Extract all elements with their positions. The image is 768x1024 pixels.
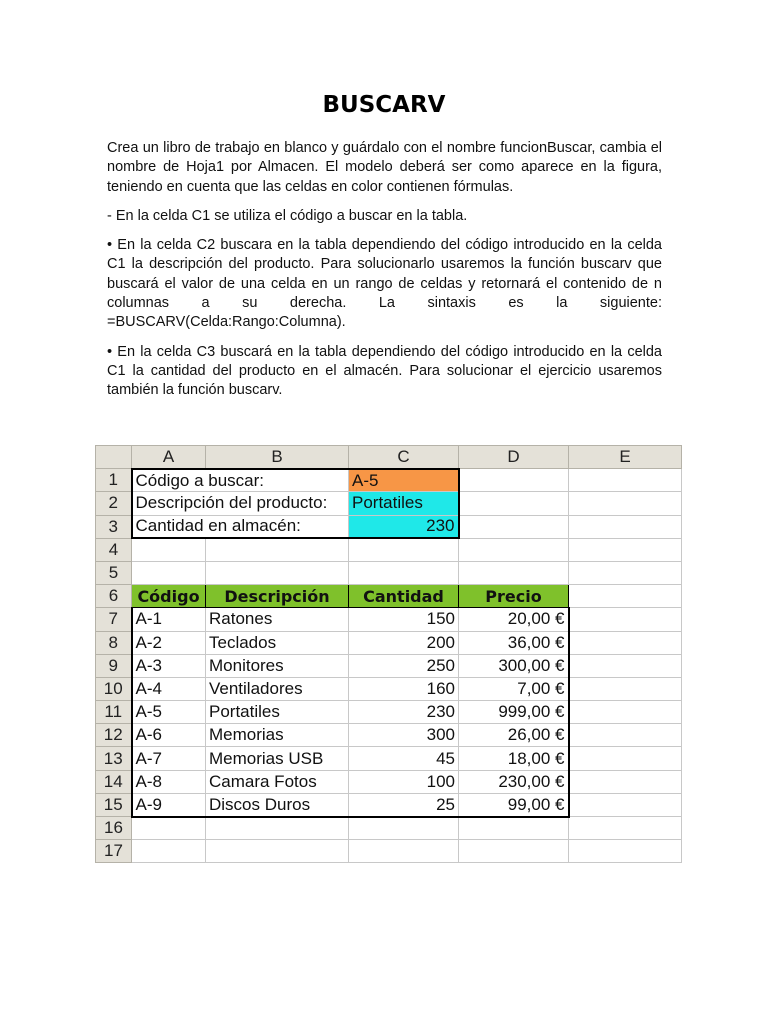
row-header: 16 (96, 817, 132, 840)
column-header-b: B (206, 446, 349, 469)
cell-code: A-9 (132, 793, 206, 816)
code-value-cell: A-5 (349, 469, 459, 492)
table-row (96, 608, 682, 631)
row-header: 2 (96, 492, 132, 515)
table-header-price: Precio (459, 585, 569, 608)
empty-cell (349, 538, 459, 561)
empty-cell (459, 840, 569, 863)
empty-cell (132, 538, 206, 561)
description-label-cell: Descripción del producto: (132, 492, 349, 515)
cell-price: 26,00 € (459, 724, 569, 747)
empty-cell (569, 840, 682, 863)
empty-cell (349, 817, 459, 840)
cell-quantity: 160 (349, 677, 459, 700)
code-label-cell: Código a buscar: (132, 469, 349, 492)
empty-cell (569, 747, 682, 770)
cell-quantity: 230 (349, 701, 459, 724)
row-header: 12 (96, 724, 132, 747)
sheet-row-3 (96, 515, 682, 538)
cell-price: 999,00 € (459, 701, 569, 724)
empty-cell (569, 677, 682, 700)
row-header: 13 (96, 747, 132, 770)
empty-cell (569, 538, 682, 561)
empty-cell (569, 631, 682, 654)
description-value-cell: Portatiles (349, 492, 459, 515)
instructions-text (107, 139, 662, 411)
cell-code: A-2 (132, 631, 206, 654)
table-header-code: Código (132, 585, 206, 608)
cell-code: A-7 (132, 747, 206, 770)
cell-quantity: 25 (349, 793, 459, 816)
empty-cell (569, 724, 682, 747)
empty-cell (459, 515, 569, 538)
cell-description: Monitores (206, 654, 349, 677)
paragraph-c2: • En la celda C2 buscara en la tabla dependiendo del código introducido en la celda C1 la descripción del producto. Para solucionarlo usaremos la función buscarv que buscará el valor de una celda en un rango de celdas y retornará el contenido de n columnas a su derecha. La sintaxis es la siguiente: =BUSCARV(Celda:Rango:Columna). (107, 237, 662, 331)
sheet-row-16 (96, 817, 682, 840)
cell-price: 7,00 € (459, 677, 569, 700)
quantity-value-cell: 230 (349, 515, 459, 538)
table-row (96, 677, 682, 700)
empty-cell (206, 561, 349, 584)
row-header: 4 (96, 538, 132, 561)
column-header-c: C (349, 446, 459, 469)
paragraph-c3: • En la celda C3 buscará en la tabla dependiendo del código introducido en la celda C1 la cantidad del producto en el almacén. Para solucionar el ejercicio usaremos también la función buscarv. (107, 343, 662, 399)
empty-cell (459, 538, 569, 561)
row-header: 10 (96, 677, 132, 700)
paragraph-intro: Crea un libro de trabajo en blanco y guárdalo con el nombre funcionBuscar, cambia el nombre de Hoja1 por Almacen. El modelo deberá ser como aparece en la figura, teniendo en cuenta que las celdas en color contienen fórmulas. (107, 140, 662, 195)
cell-description: Portatiles (206, 701, 349, 724)
cell-code: A-5 (132, 701, 206, 724)
cell-quantity: 300 (349, 724, 459, 747)
empty-cell (206, 840, 349, 863)
row-header: 14 (96, 770, 132, 793)
paragraph-c1: - En la celda C1 se utiliza el código a buscar en la tabla. (107, 207, 468, 224)
spreadsheet-figure (95, 445, 682, 863)
cell-code: A-1 (132, 608, 206, 631)
cell-code: A-3 (132, 654, 206, 677)
table-row (96, 770, 682, 793)
empty-cell (349, 561, 459, 584)
empty-cell (569, 701, 682, 724)
cell-price: 36,00 € (459, 631, 569, 654)
empty-cell (459, 561, 569, 584)
empty-cell (569, 608, 682, 631)
corner-cell (96, 446, 132, 469)
column-header-e: E (569, 446, 682, 469)
cell-code: A-8 (132, 770, 206, 793)
cell-quantity: 100 (349, 770, 459, 793)
cell-description: Memorias USB (206, 747, 349, 770)
cell-code: A-4 (132, 677, 206, 700)
cell-price: 300,00 € (459, 654, 569, 677)
cell-price: 99,00 € (459, 793, 569, 816)
cell-price: 20,00 € (459, 608, 569, 631)
sheet-row-5 (96, 561, 682, 584)
empty-cell (569, 770, 682, 793)
empty-cell (569, 492, 682, 515)
row-header: 8 (96, 631, 132, 654)
empty-cell (569, 817, 682, 840)
table-row (96, 747, 682, 770)
empty-cell (459, 817, 569, 840)
row-header: 17 (96, 840, 132, 863)
empty-cell (349, 840, 459, 863)
cell-code: A-6 (132, 724, 206, 747)
table-row (96, 631, 682, 654)
empty-cell (206, 538, 349, 561)
sheet-row-6 (96, 585, 682, 608)
column-header-d: D (459, 446, 569, 469)
row-header: 5 (96, 561, 132, 584)
empty-cell (569, 793, 682, 816)
empty-cell (132, 840, 206, 863)
empty-cell (459, 469, 569, 492)
column-header-row (96, 446, 682, 469)
row-header: 15 (96, 793, 132, 816)
row-header: 11 (96, 701, 132, 724)
table-header-quantity: Cantidad (349, 585, 459, 608)
empty-cell (569, 654, 682, 677)
sheet-row-2 (96, 492, 682, 515)
row-header: 3 (96, 515, 132, 538)
cell-price: 230,00 € (459, 770, 569, 793)
cell-description: Teclados (206, 631, 349, 654)
cell-description: Camara Fotos (206, 770, 349, 793)
row-header: 1 (96, 469, 132, 492)
row-header: 9 (96, 654, 132, 677)
cell-quantity: 45 (349, 747, 459, 770)
sheet-row-4 (96, 538, 682, 561)
table-header-description: Descripción (206, 585, 349, 608)
table-row (96, 724, 682, 747)
sheet-row-1 (96, 469, 682, 492)
table-row (96, 793, 682, 816)
empty-cell (459, 492, 569, 515)
empty-cell (132, 561, 206, 584)
column-header-a: A (132, 446, 206, 469)
cell-quantity: 250 (349, 654, 459, 677)
cell-description: Ventiladores (206, 677, 349, 700)
row-header: 7 (96, 608, 132, 631)
cell-quantity: 150 (349, 608, 459, 631)
table-row (96, 701, 682, 724)
cell-price: 18,00 € (459, 747, 569, 770)
row-header: 6 (96, 585, 132, 608)
empty-cell (569, 561, 682, 584)
cell-description: Memorias (206, 724, 349, 747)
table-row (96, 654, 682, 677)
cell-quantity: 200 (349, 631, 459, 654)
empty-cell (206, 817, 349, 840)
cell-description: Ratones (206, 608, 349, 631)
sheet-row-17 (96, 840, 682, 863)
page-title: BUSCARV (322, 92, 446, 118)
empty-cell (569, 585, 682, 608)
empty-cell (132, 817, 206, 840)
empty-cell (569, 515, 682, 538)
quantity-label-cell: Cantidad en almacén: (132, 515, 349, 538)
empty-cell (569, 469, 682, 492)
cell-description: Discos Duros (206, 793, 349, 816)
